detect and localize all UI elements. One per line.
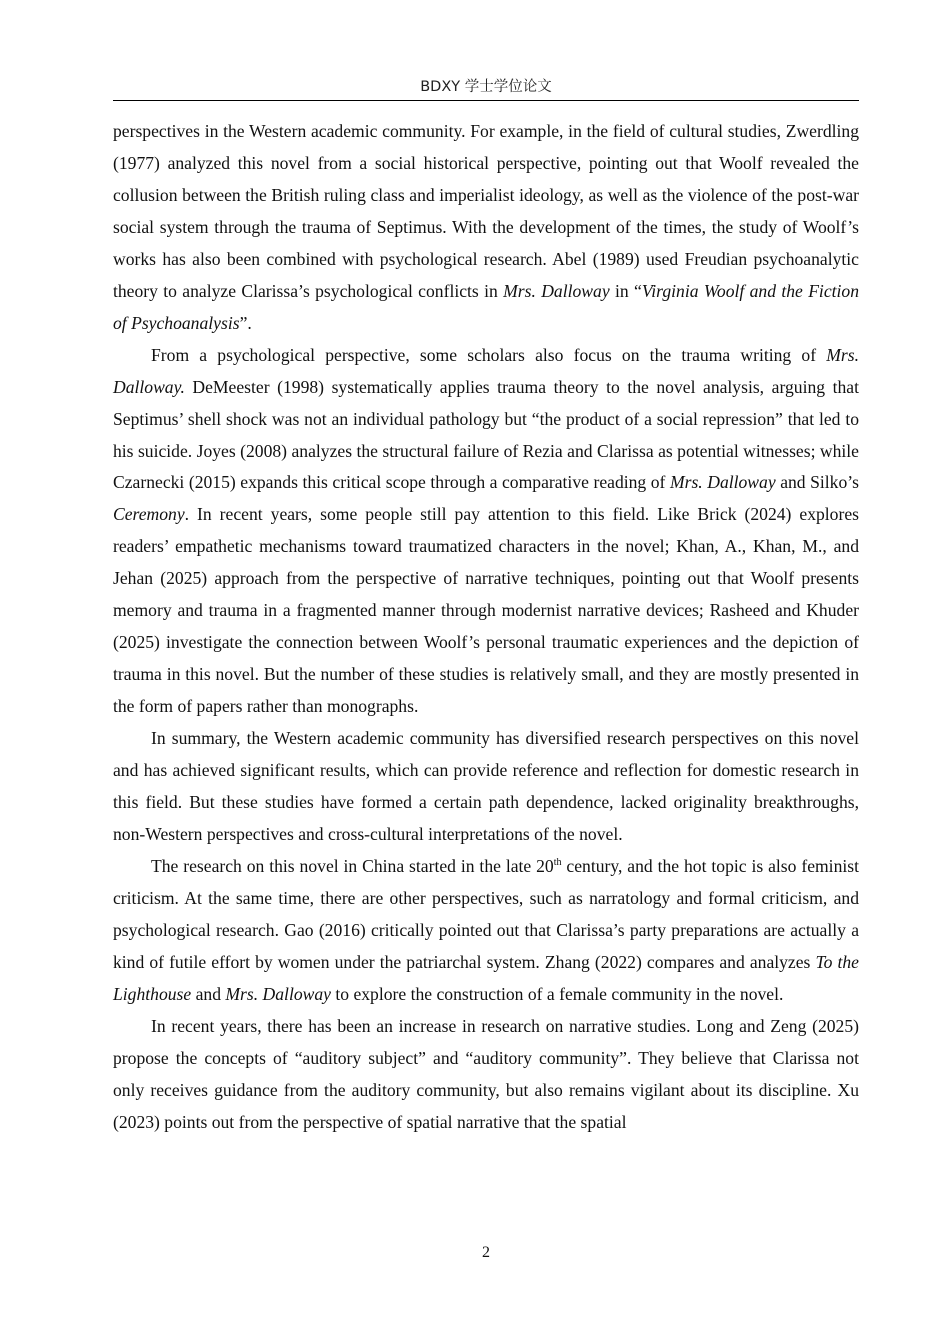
italic-title: Mrs. Dalloway bbox=[225, 983, 331, 1004]
body-text bbox=[113, 116, 859, 1139]
text-run: and bbox=[191, 983, 226, 1004]
text-run: In summary, the Western academic community has diversified research perspectives on this novel and has achieved significant results, which can provide reference and reflection for domestic research in this field. But these studies have formed a certain path dependence, lacked originality breakthroughs, non-Western perspectives and cross-cultural interpretations of the novel. bbox=[113, 728, 859, 844]
running-header: BDXY 学士学位论文 bbox=[420, 79, 552, 95]
text-run: The research on this novel in China started in the late 20 bbox=[151, 855, 554, 876]
italic-title: To the Lighthouse bbox=[113, 951, 859, 1004]
italic-title: Virginia Woolf and the Fiction of Psychoanalysis bbox=[113, 280, 860, 333]
text-run: and Silko’s bbox=[775, 472, 860, 493]
header-rule bbox=[113, 100, 859, 101]
text-run: From a psychological perspective, some scholars also focus on the trauma writing of bbox=[151, 344, 827, 365]
body-paragraph bbox=[113, 851, 859, 1011]
italic-title: Ceremony bbox=[113, 504, 185, 525]
text-run: DeMeester (1998) systematically applies trauma theory to the novel analysis, arguing that Septimus’ shell shock was not an individual pathology but “the product of a social repression” that led to his suicide. Joyes (2008) analyzes the structural failure of Rezia and Clarissa as potential witnesses; while Czarnecki (2015) expands this critical scope through a comparative reading of bbox=[113, 376, 859, 493]
text-run: to explore the construction of a female community in the novel. bbox=[330, 983, 784, 1004]
text-run: perspectives in the Western academic community. For example, in the field of cultural studies, Zwerdling (1977) analyzed this novel from a social historical perspective, pointing out that Woolf revealed the collusion between the British ruling class and imperialist ideology, as well as the violence of the post-war social system through the trauma of Septimus. With the development of the times, the study of Woolf’s works has also been combined with psychological research. Abel (1989) used Freudian psychoanalytic theory to analyze Clarissa’s psychological conflicts in bbox=[113, 121, 859, 301]
text-run: in “ bbox=[609, 280, 642, 301]
body-paragraph bbox=[113, 723, 859, 851]
text-run: century, and the hot topic is also feminist criticism. At the same time, there are other perspectives, such as narratology and formal criticism, and psychological research. Gao (2016) critically pointed out that Clarissa’s party preparations are actually a kind of futile effort by women under the patriarchal system. Zhang (2022) compares and analyzes bbox=[113, 855, 859, 972]
text-run: In recent years, there has been an increase in research on narrative studies. Long and Zeng (2025) propose the concepts of “auditory subject” and “auditory community”. They believe that Clarissa not only receives guidance from the auditory community, but also remains vigilant about its discipline. Xu (2023) points out from the perspective of spatial narrative that the spatial bbox=[113, 1015, 859, 1132]
page-number: 2 bbox=[482, 1244, 490, 1261]
superscript: th bbox=[553, 857, 562, 869]
italic-title: Mrs. Dalloway. bbox=[113, 344, 859, 397]
italic-title: Mrs. Dalloway bbox=[669, 472, 776, 493]
body-paragraph bbox=[113, 116, 859, 340]
body-paragraph bbox=[113, 1011, 859, 1139]
text-run: ”. bbox=[239, 312, 252, 333]
text-run: . In recent years, some people still pay attention to this field. Like Brick (2024) explores readers’ empathetic mechanisms toward traumatized characters in the novel; Khan, A., Khan, M., and Jehan (2025) approach from the perspective of narrative techniques, pointing out that Woolf presents memory and trauma in a fragmented manner through modernist narrative devices; Rasheed and Khuder (2025) investigate the connection between Woolf’s personal traumatic experiences and the depiction of trauma in this novel. But the number of these studies is relatively small, and they are mostly presented in the form of papers rather than monographs. bbox=[113, 504, 859, 717]
body-paragraph bbox=[113, 340, 859, 723]
italic-title: Mrs. Dalloway bbox=[503, 280, 610, 301]
